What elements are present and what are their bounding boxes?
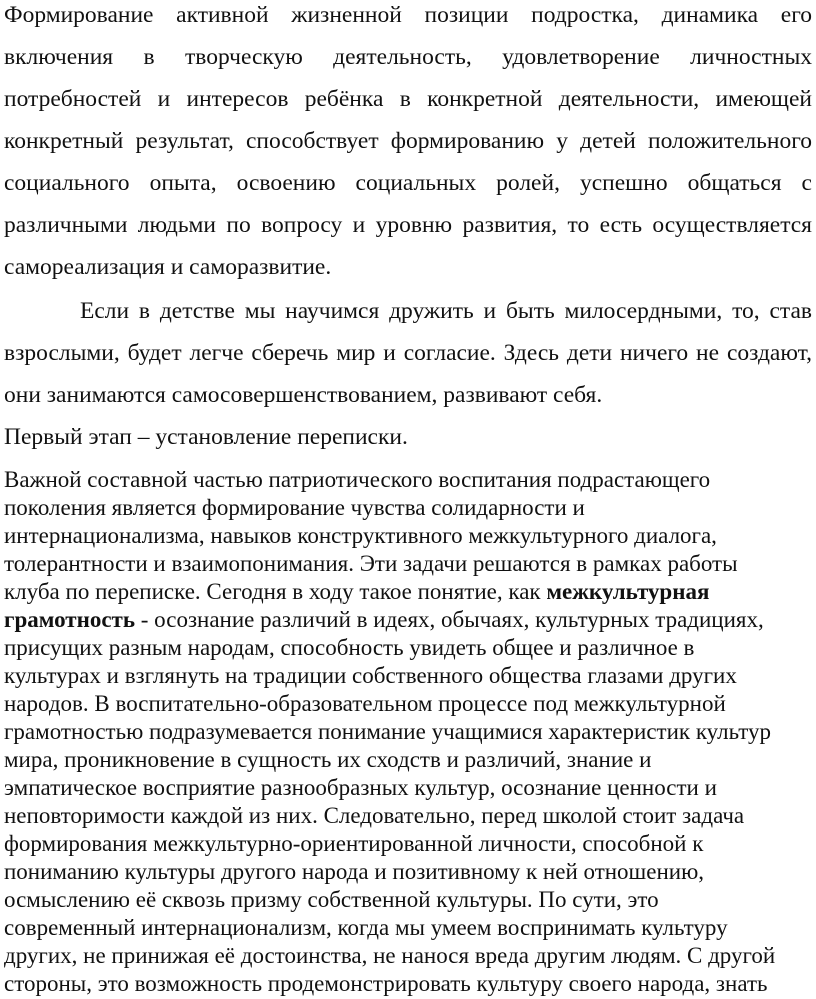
text-line: толерантности и взаимопонимания. Эти задачи решаются в рамках работы <box>4 551 738 576</box>
text-run: клуба по переписке. Сегодня в ходу такое понятие, как <box>4 579 547 604</box>
text-line: современный интернационализм, когда мы умеем воспринимать культуру <box>4 915 728 940</box>
text-line: самореализация и саморазвитие. <box>4 254 332 280</box>
text-line: конкретный результат, способствует формированию у детей положительного <box>4 128 812 154</box>
text-line: формирования межкультурно-ориентированной личности, способной к <box>4 831 704 856</box>
text-line: грамотностью подразумевается понимание учащимися характеристик культур <box>4 719 771 744</box>
text-line: Важной составной частью патриотического воспитания подрастающего <box>4 467 711 492</box>
text-line: культурах и взглянуть на традиции собственного общества глазами других <box>4 663 737 688</box>
text-line: Формирование активной жизненной позиции подростка, динамика его <box>4 2 812 28</box>
text-line: других, не принижая её достоинства, не нанося вреда другим людям. С другой <box>4 943 776 968</box>
text-line: социального опыта, освоению социальных ролей, успешно общаться с <box>4 170 812 196</box>
text-line: эмпатическое восприятие разнообразных культур, осознание ценности и <box>4 775 717 800</box>
text-line: присущих разным народам, способность увидеть общее и различное в <box>4 635 695 660</box>
text-run: - осознание различий в идеях, обычаях, культурных традициях, <box>135 607 764 632</box>
text-line: осмыслению её сквозь призму собственной культуры. По сути, это <box>4 887 659 912</box>
term-bold-1: межкультурная <box>546 579 710 604</box>
text-line: пониманию культуры другого народа и позитивному к ней отношению, <box>4 859 705 884</box>
text-line: мира, проникновение в сущность их сходств и различий, знание и <box>4 747 652 772</box>
text-line <box>4 605 764 634</box>
text-line: стороны, это возможность продемонстрировать культуру своего народа, знать <box>4 971 768 996</box>
text-line: включения в творческую деятельность, удовлетворение личностных <box>4 44 812 70</box>
term-bold-2: грамотность <box>4 607 136 632</box>
text-line: поколения является формирование чувства солидарности и <box>4 495 585 520</box>
text-line: различными людьми по вопросу и уровню развития, то есть осуществляется <box>4 212 812 238</box>
text-line: они занимаются самосовершенствованием, развивают себя. <box>4 382 603 408</box>
text-line: потребностей и интересов ребёнка в конкретной деятельности, имеющей <box>4 86 812 112</box>
text-line: народов. В воспитательно-образовательном процессе под межкультурной <box>4 691 726 716</box>
text-line: взрослыми, будет легче сберечь мир и согласие. Здесь дети ничего не создают, <box>4 340 812 366</box>
text-line <box>4 577 709 606</box>
stage-heading: Первый этап – установление переписки. <box>4 424 408 450</box>
text-line: Если в детстве мы научимся дружить и быть милосердными, то, став <box>80 298 812 324</box>
text-line: интернационализма, навыков конструктивного межкультурного диалога, <box>4 523 717 548</box>
text-line: неповторимости каждой из них. Следовательно, перед школой стоит задача <box>4 803 745 828</box>
